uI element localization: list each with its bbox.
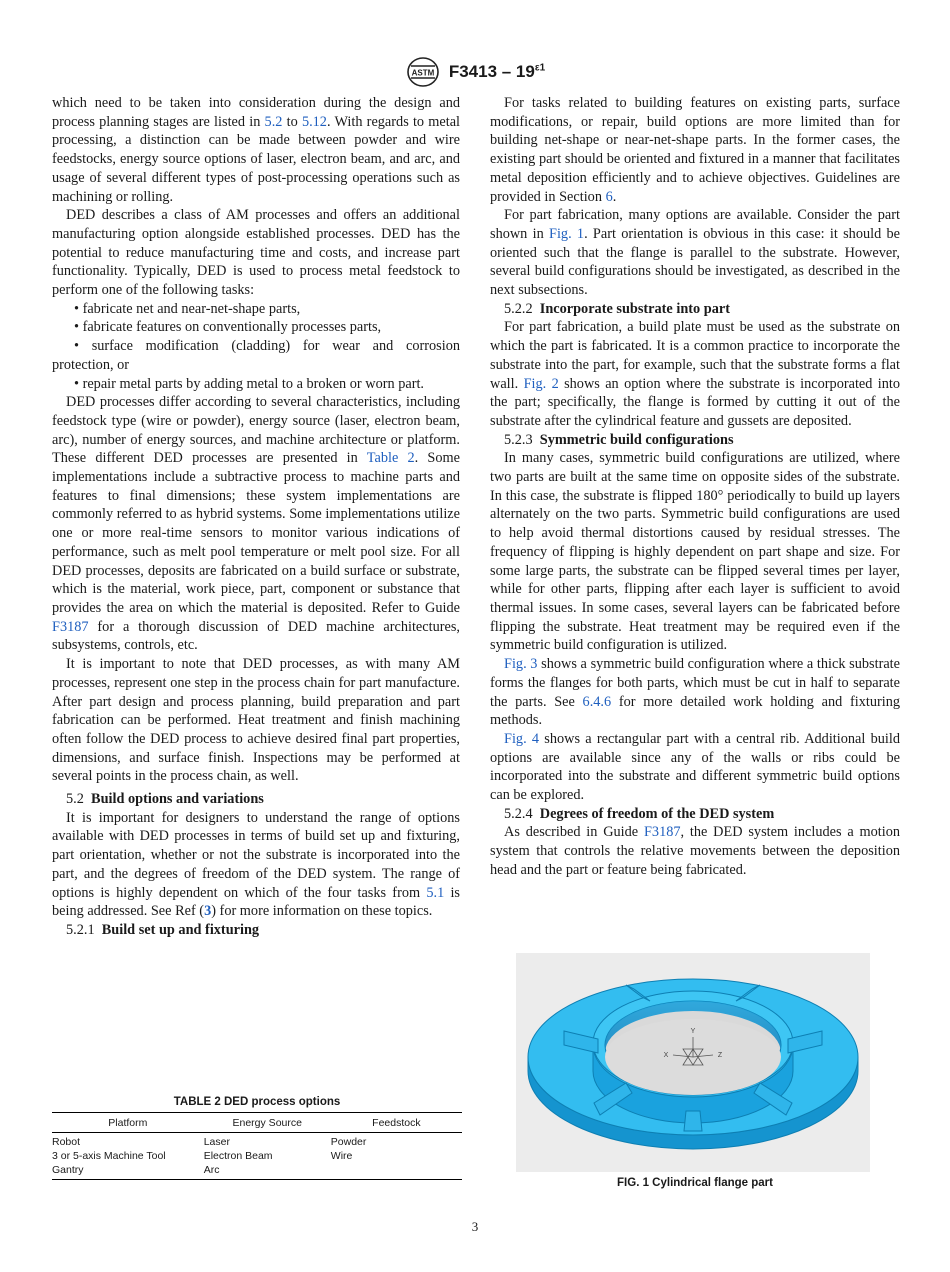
text: , the DED system includes a motion system that controls the relative movements between the deposition head and the part or feature being fabricated.: [490, 824, 900, 878]
section-title: Symmetric build configurations: [539, 431, 734, 448]
section-number: 5.2.3: [504, 431, 533, 448]
section-heading-5-2-1: [52, 921, 460, 940]
text: For part fabrication, a build plate must be used as the substrate on which the part is fabricated. It is a common practice to incorporate the substrate into the part, for example, such that the substrate forms a flat wall.: [490, 319, 900, 392]
section-heading-5-2-2: [490, 300, 900, 319]
paragraph: In many cases, symmetric build configurations are utilized, where two parts are built at the same time on opposite sides of the substrate. In this case, the substrate is flipped 180° periodically to build up layers alternately on the two parts. Symmetric build configurations are used to help avoid thermal distortions caused by residual stresses. The frequency of flipping is highly dependent on part shape and size. For some large parts, the substrate can be flipped several times per layer, while for other parts, flipping after each layer is sufficient to avoid thermal issues. In some cases, several layers can be fabricated before flipping the substrate. Heat treatment may be required even if the symmetric build configuration is utilized.: [490, 450, 900, 654]
table-row: [52, 1163, 462, 1180]
text: As described in Guide: [504, 824, 644, 841]
section-title: Build set up and fixturing: [101, 921, 260, 938]
f3187-link[interactable]: F3187: [52, 618, 89, 635]
text: shows a rectangular part with a central rib. Additional build options are available since any of the walls or ribs could be incorporated into the substrate and different symmetric build options can be explored.: [490, 730, 900, 804]
text: for more detailed work holding and fixturing methods.: [490, 693, 900, 729]
paragraph: [490, 94, 900, 206]
section-title: Build options and variations: [91, 791, 264, 808]
section-heading-5-2-3: [490, 431, 900, 450]
figure-1: [516, 953, 870, 1172]
section-link-6-4-6[interactable]: 6.4.6: [582, 693, 612, 710]
column-header: Energy Source: [204, 1113, 331, 1133]
paragraph: [52, 393, 460, 655]
table-header-row: [52, 1113, 462, 1133]
astm-logo-icon: [405, 56, 441, 88]
bullet-item: • fabricate features on conventionally processes parts,: [74, 319, 382, 336]
section-heading-5-2-4: [490, 805, 900, 824]
section-title: Incorporate substrate into part: [539, 300, 730, 317]
bullet-item: • surface modification (cladding) for wear and corrosion protection, or: [52, 338, 460, 373]
process-options-table: [52, 1112, 462, 1180]
paragraph: [490, 318, 900, 430]
text: for a thorough discussion of DED machine architectures, subsystems, controls, etc.: [52, 618, 460, 654]
bullet-item: • fabricate net and near-net-shape parts,: [74, 300, 301, 317]
standard-number: F3413 – 19: [448, 62, 535, 81]
section-link-6[interactable]: 6: [605, 188, 613, 205]
table-title: TABLE 2 DED process options: [173, 1096, 341, 1108]
text: shows an option where the substrate is incorporated into the part; specifically, the flange is formed by cutting it out of the substrate after the cylindrical feature and gussets are deposited.: [490, 375, 901, 429]
paragraph: It is important to note that DED processes, as with many AM processes, represent one step in the process chain for part manufacture. After part design and process planning, build preparation and part fabrication can be performed. Heat treatment and finish machining often follow the DED process to achieve desired final part properties, dimensions, and surface finish. Inspections may be performed at several points in the process chain, as well.: [52, 656, 460, 785]
column-header: Platform: [52, 1113, 204, 1133]
table-cell: Powder: [330, 1136, 367, 1148]
section-number: 5.2.1: [66, 921, 95, 938]
table-cell: 3 or 5-axis Machine Tool: [52, 1150, 166, 1162]
reference-link-3[interactable]: 3: [204, 903, 212, 920]
paragraph: [490, 823, 900, 879]
figure-caption: FIG. 1 Cylindrical flange part: [617, 1177, 773, 1189]
text: which need to be taken into consideration during the design and process planning stages are listed in: [52, 95, 460, 130]
table-cell: [331, 1163, 462, 1180]
section-heading-5-2: [52, 790, 460, 809]
paragraph: DED describes a class of AM processes and offers an additional manufacturing option alongside established processes. DED has the potential to reduce manufacturing time and costs, and increase part functionality. Typically, DED is used to process metal feedstock to perform one of the following tasks:: [52, 207, 460, 299]
section-title: Degrees of freedom of the DED system: [539, 805, 775, 822]
text: . Part orientation is obvious in this case: it should be oriented such that the flange is parallel to the substrate. However, several build configurations should be investigated, as described in the next subsections.: [490, 225, 900, 299]
bullet-item: • repair metal parts by adding metal to a broken or worn part.: [74, 375, 425, 392]
text: It is important for designers to understand the range of options available with DED processes in terms of build set up and fixturing, part orientation, whether or not the substrate is incorporated into the part, and the degrees of freedom of the DED system. The range of options is highly dependent on which of the four tasks from: [52, 809, 460, 901]
paragraph: [490, 730, 900, 805]
text: ) for more information on these topics.: [211, 903, 433, 920]
text: .: [612, 188, 617, 205]
table-cell: Laser: [203, 1136, 230, 1148]
table-2-link[interactable]: Table 2: [366, 450, 415, 467]
gusset: [684, 1111, 702, 1131]
section-link-5-12[interactable]: 5.12: [301, 113, 327, 130]
text: . Some implementations include a subtractive process to machine parts and features to final dimensions; these system implementations are commonly referred to as hybrid systems. Some implementations utilize one or more real-time sensors to monitor various indications of performance, such as melt pool temperature or melt pool size. For all DED processes, deposits are fabricated on a build surface or substrate, which is the material, work piece, part, component or substance that provides the area on which the material is deposited. Refer to Guide: [52, 450, 460, 616]
text: For part fabrication, many options are available. Consider the part shown in: [490, 207, 900, 242]
fig-2-link[interactable]: Fig. 2: [523, 375, 559, 392]
axis-label-y: Y: [690, 1028, 696, 1035]
fig-1-link[interactable]: Fig. 1: [549, 225, 585, 242]
table-row: [52, 1133, 462, 1150]
cylindrical-flange-drawing: [516, 953, 870, 1172]
text: DED processes differ according to several characteristics, including feedstock type (wire or powder), energy source (laser, electron beam, arc), number of energy sources, and machine architecture or platform. These different DED processes are presented in: [52, 394, 460, 467]
table-2: [52, 1096, 462, 1180]
table-cell: Wire: [330, 1150, 353, 1162]
axis-label-z: Z: [717, 1052, 723, 1059]
text: is being addressed. See Ref (: [52, 884, 460, 920]
table-cell: Gantry: [52, 1163, 204, 1180]
fig-4-link[interactable]: Fig. 4: [504, 730, 540, 747]
section-number: 5.2.2: [504, 300, 533, 317]
edition-superscript: ε1: [534, 62, 546, 74]
logo-text: ASTM: [411, 68, 435, 78]
section-link-5-2[interactable]: 5.2: [264, 113, 283, 130]
text: shows a symmetric build configuration where a thick substrate forms the flanges for both parts, which must be cut in half to separate the parts. See: [490, 656, 900, 710]
text: For tasks related to building features on existing parts, surface modifications, or repair, build options are more limited than for building net-shape or near-net-shape parts. In the former cases, the existing part should be oriented and fixtured in a manner that facilitates metal deposition efficiently and to achieve objectives. Guidelines are provided in Section: [490, 95, 900, 205]
section-number: 5.2.4: [504, 805, 533, 822]
table-cell: Robot: [52, 1136, 81, 1148]
table-cell: Electron Beam: [203, 1150, 273, 1162]
paragraph: [52, 94, 460, 206]
axis-label-x: X: [663, 1052, 669, 1059]
section-link-5-1[interactable]: 5.1: [426, 884, 445, 901]
f3187-link[interactable]: F3187: [643, 824, 681, 841]
paragraph: [52, 809, 460, 921]
page-number: 3: [471, 1219, 479, 1234]
text: to: [282, 113, 302, 130]
paragraph: [490, 655, 900, 730]
right-column: [490, 94, 900, 880]
paragraph: [490, 206, 900, 300]
standard-designation: [449, 62, 545, 82]
table-row: [52, 1149, 462, 1163]
section-number: 5.2: [66, 791, 84, 808]
column-header: Feedstock: [331, 1113, 462, 1133]
table-cell: Arc: [204, 1163, 331, 1180]
page-header: [0, 56, 950, 88]
fig-3-link[interactable]: Fig. 3: [504, 656, 538, 673]
left-column: [52, 94, 460, 940]
text: . With regards to metal processing, a distinction can be made between powder and wire feedstocks, energy source options of laser, electron beam, and arc, and usage of several different types of post-processing operations such as machining or rolling.: [52, 113, 461, 205]
